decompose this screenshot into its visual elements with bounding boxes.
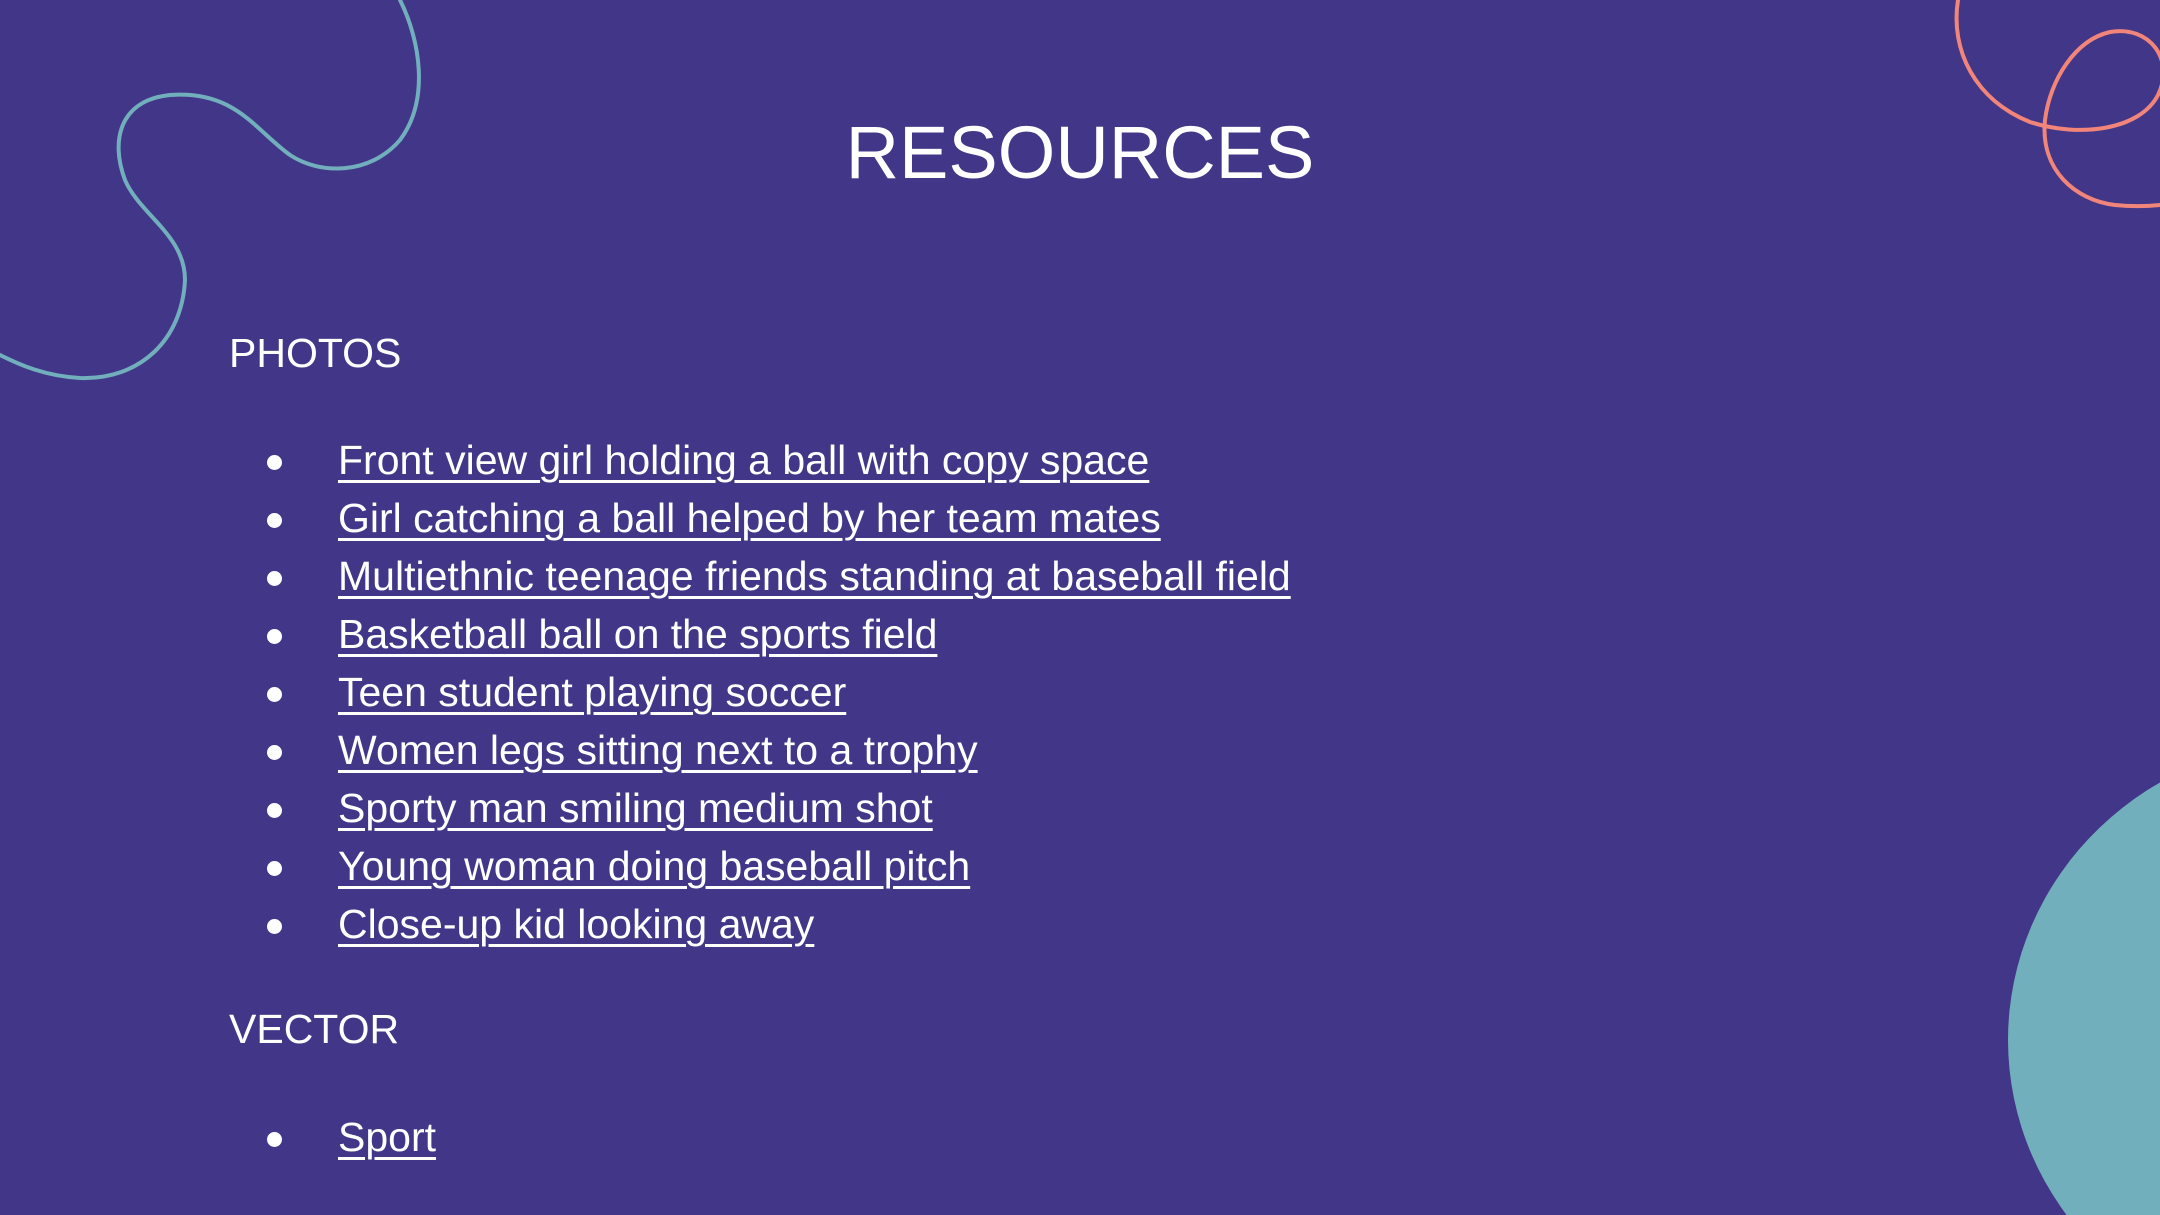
list-item <box>229 489 1291 547</box>
list-item <box>229 605 1291 663</box>
photo-link[interactable]: Teen student playing soccer <box>338 669 847 715</box>
page-title: RESOURCES <box>845 111 1315 194</box>
list-item <box>229 431 1291 489</box>
photos-link-list <box>229 431 1291 953</box>
bullet-icon <box>267 803 282 818</box>
photo-link[interactable]: Young woman doing baseball pitch <box>338 843 971 889</box>
list-item <box>229 895 1291 953</box>
photo-link[interactable]: Sporty man smiling medium shot <box>338 785 933 831</box>
bullet-icon <box>267 571 282 586</box>
bullet-icon <box>267 1132 282 1147</box>
vector-heading: VECTOR <box>229 1006 400 1052</box>
list-item <box>229 547 1291 605</box>
photo-link[interactable]: Basketball ball on the sports field <box>338 611 938 657</box>
bullet-icon <box>267 919 282 934</box>
list-item <box>229 779 1291 837</box>
bullet-icon <box>267 745 282 760</box>
photo-link[interactable]: Women legs sitting next to a trophy <box>338 727 978 773</box>
photo-link[interactable]: Front view girl holding a ball with copy space <box>338 437 1150 483</box>
bullet-icon <box>267 629 282 644</box>
list-item <box>229 1108 436 1166</box>
list-item <box>229 837 1291 895</box>
photos-heading: PHOTOS <box>229 330 402 376</box>
bullet-icon <box>267 861 282 876</box>
photo-link[interactable]: Close-up kid looking away <box>338 901 815 947</box>
vector-link-list <box>229 1108 436 1166</box>
photo-link[interactable]: Multiethnic teenage friends standing at baseball field <box>338 553 1291 599</box>
photo-link[interactable]: Girl catching a ball helped by her team mates <box>338 495 1161 541</box>
vector-link[interactable]: Sport <box>338 1114 436 1160</box>
list-item <box>229 663 1291 721</box>
teal-blob-shape <box>2008 740 2160 1215</box>
bullet-icon <box>267 455 282 470</box>
bullet-icon <box>267 513 282 528</box>
list-item <box>229 721 1291 779</box>
bullet-icon <box>267 687 282 702</box>
